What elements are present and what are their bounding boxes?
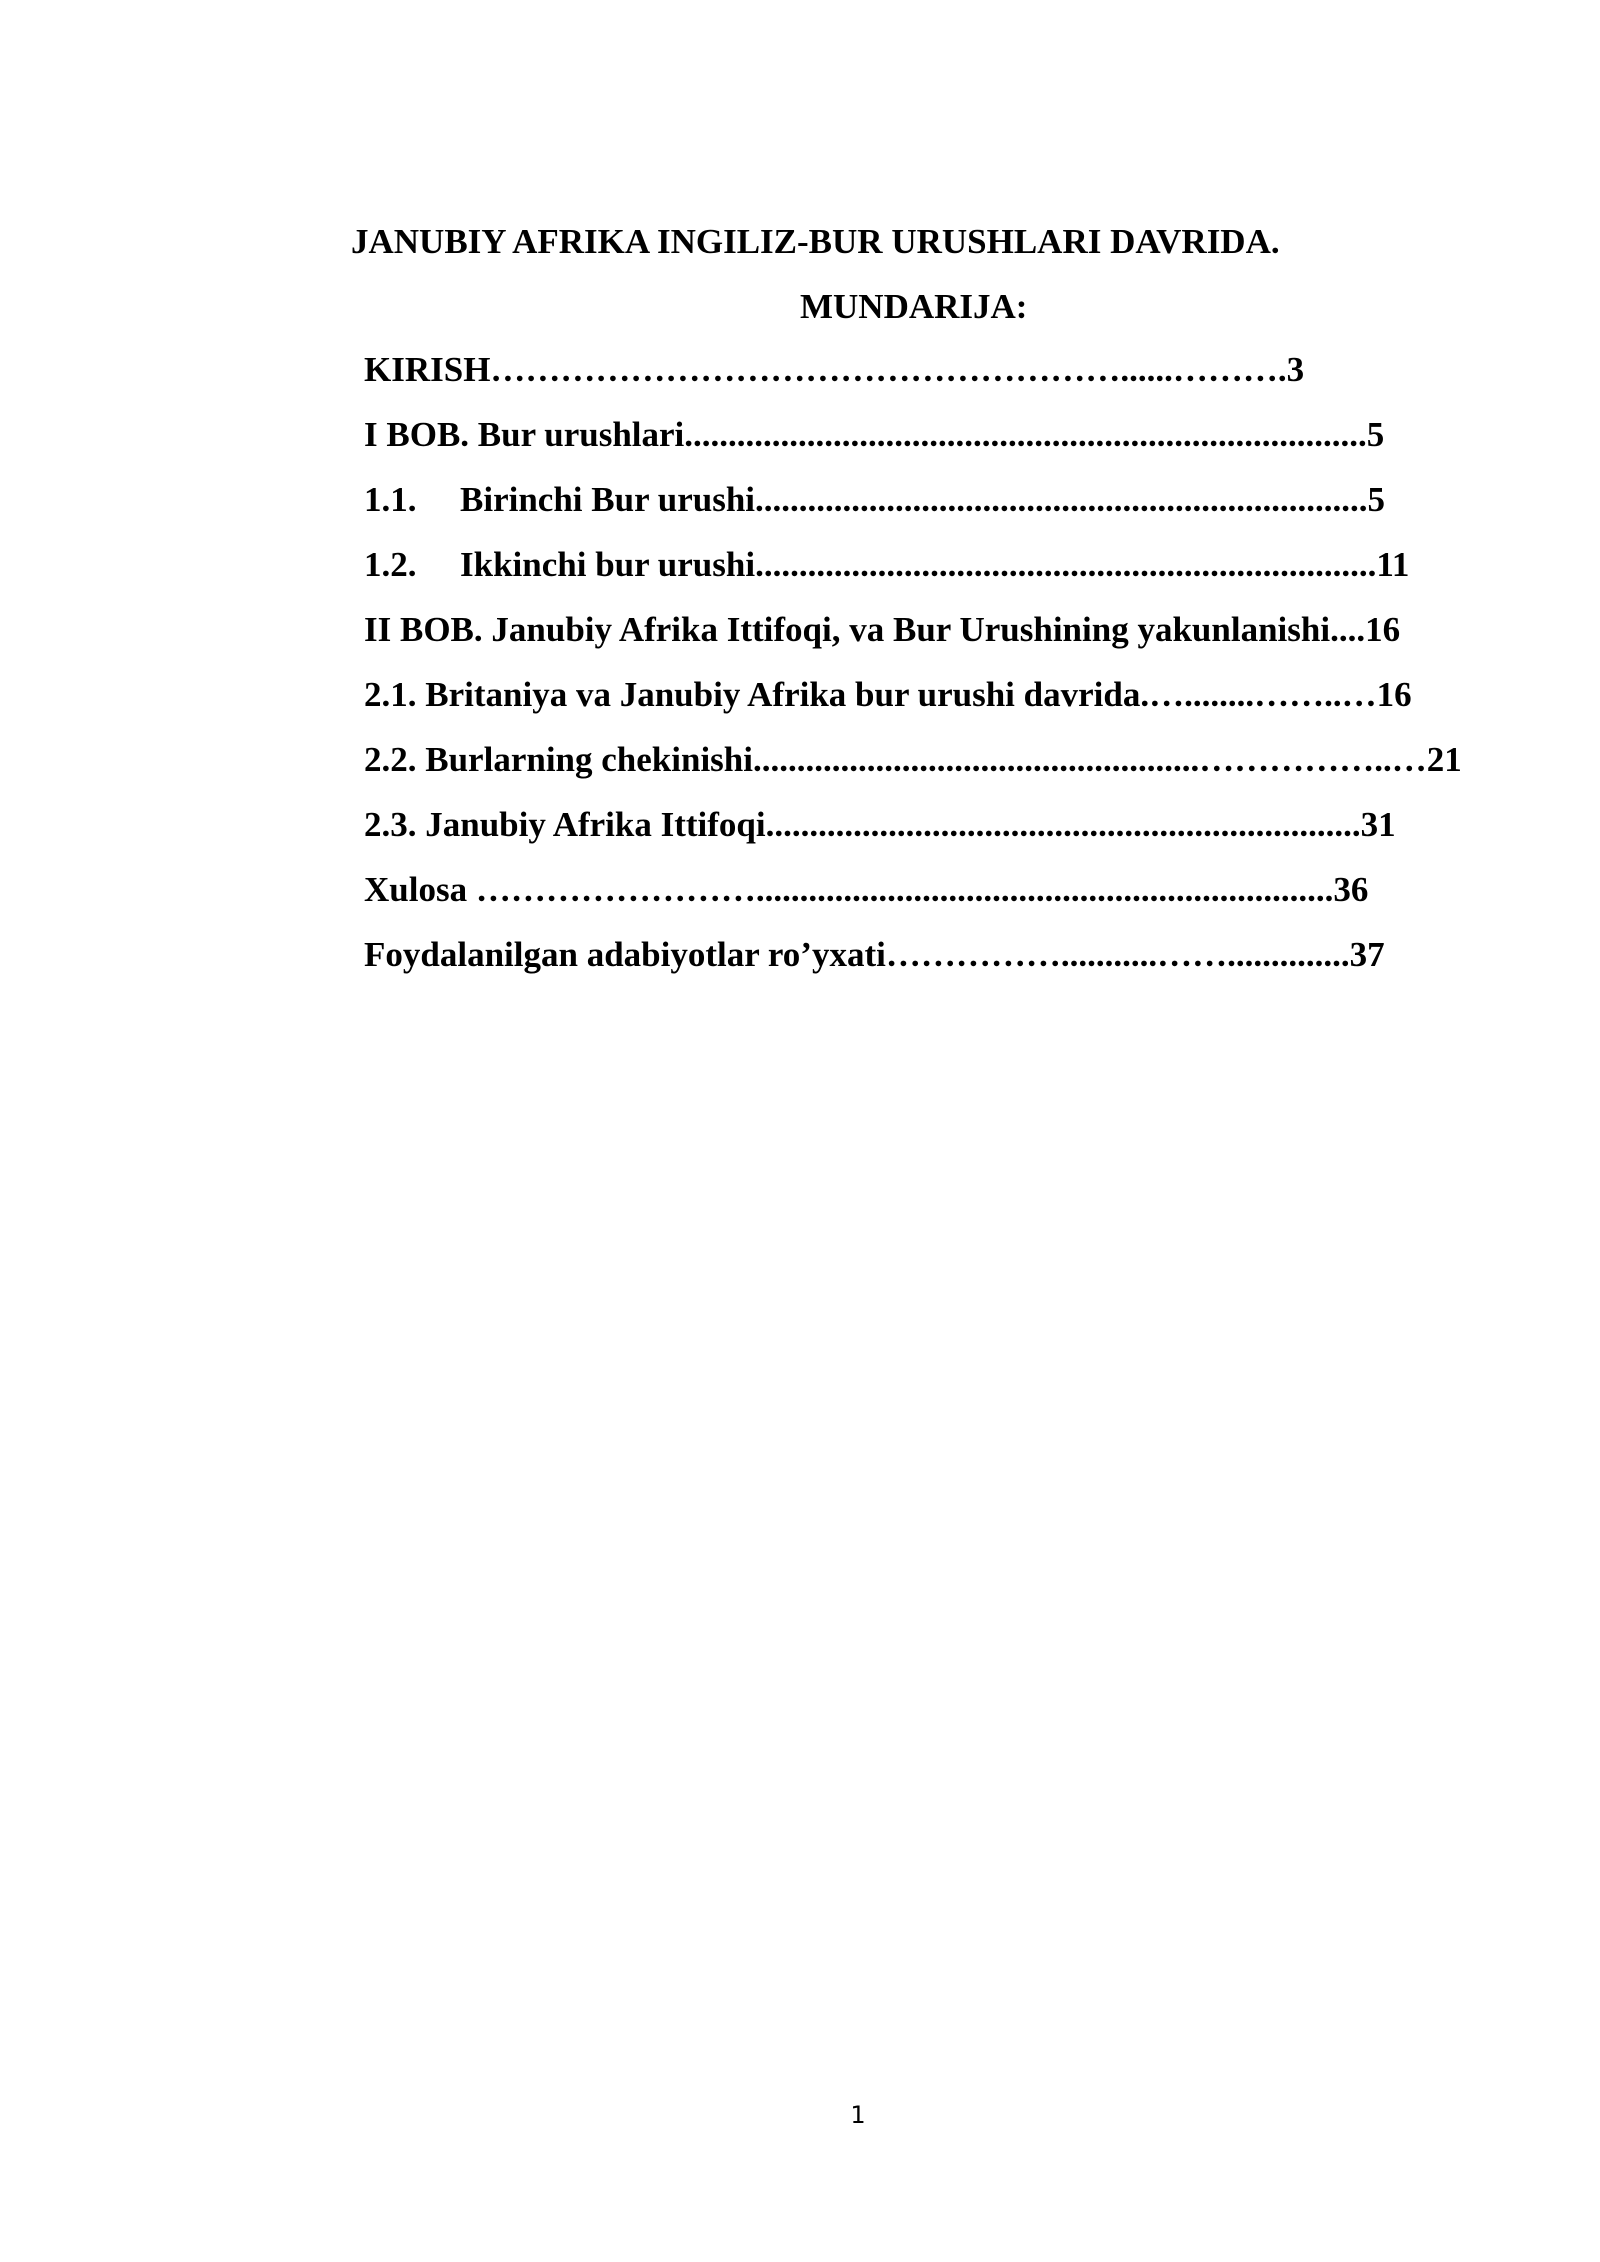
toc-entry-text: II BOB. Janubiy Afrika Ittifoqi, va Bur Urushining yakunlanishi....16: [364, 610, 1401, 649]
toc-entry-chapter-2: [364, 604, 1400, 656]
toc-entry-text: Birinchi Bur urushi......................................................................5: [460, 480, 1386, 519]
toc-entry-2-1: [364, 669, 1412, 721]
toc-entry-text: Foydalanilgan adabiyotlar ro’yxati……………...........……..............37: [364, 935, 1385, 974]
document-title: JANUBIY AFRIKA INGILIZ-BUR URUSHLARI DAVRIDA.: [351, 222, 1280, 261]
toc-entry-chapter-1: [364, 409, 1384, 461]
toc-entry-text: I BOB. Bur urushlari..............................................................................5: [364, 415, 1385, 454]
toc-entry-number: 1.1.: [364, 480, 417, 519]
toc-entry-1-1: [364, 474, 1385, 526]
toc-heading: MUNDARIJA:: [800, 287, 1028, 326]
toc-entry-kirish: [364, 344, 1304, 396]
toc-entry-2-2: [364, 734, 1462, 786]
toc-entry-text: Ikkinchi bur urushi.......................................................................11: [460, 545, 1410, 584]
toc-entry-1-2: [364, 539, 1409, 591]
toc-entry-2-3: [364, 799, 1396, 851]
toc-entry-bibliography: [364, 929, 1385, 981]
page-number: 1: [850, 2101, 866, 2129]
toc-entry-number: 1.2.: [364, 545, 417, 584]
toc-entry-xulosa: [364, 864, 1368, 916]
toc-entry-text: 2.1. Britaniya va Janubiy Afrika bur urushi davrida.…........……..…16: [364, 675, 1412, 714]
toc-entry-text: 2.2. Burlarning chekinishi...................................................……………..…21: [364, 740, 1462, 779]
toc-entry-text: KIRISH………………………………………………......……….3: [364, 350, 1305, 389]
toc-entry-text: Xulosa ……………………..................................................................36: [364, 870, 1369, 909]
toc-entry-text: 2.3. Janubiy Afrika Ittifoqi....................................................................31: [364, 805, 1396, 844]
